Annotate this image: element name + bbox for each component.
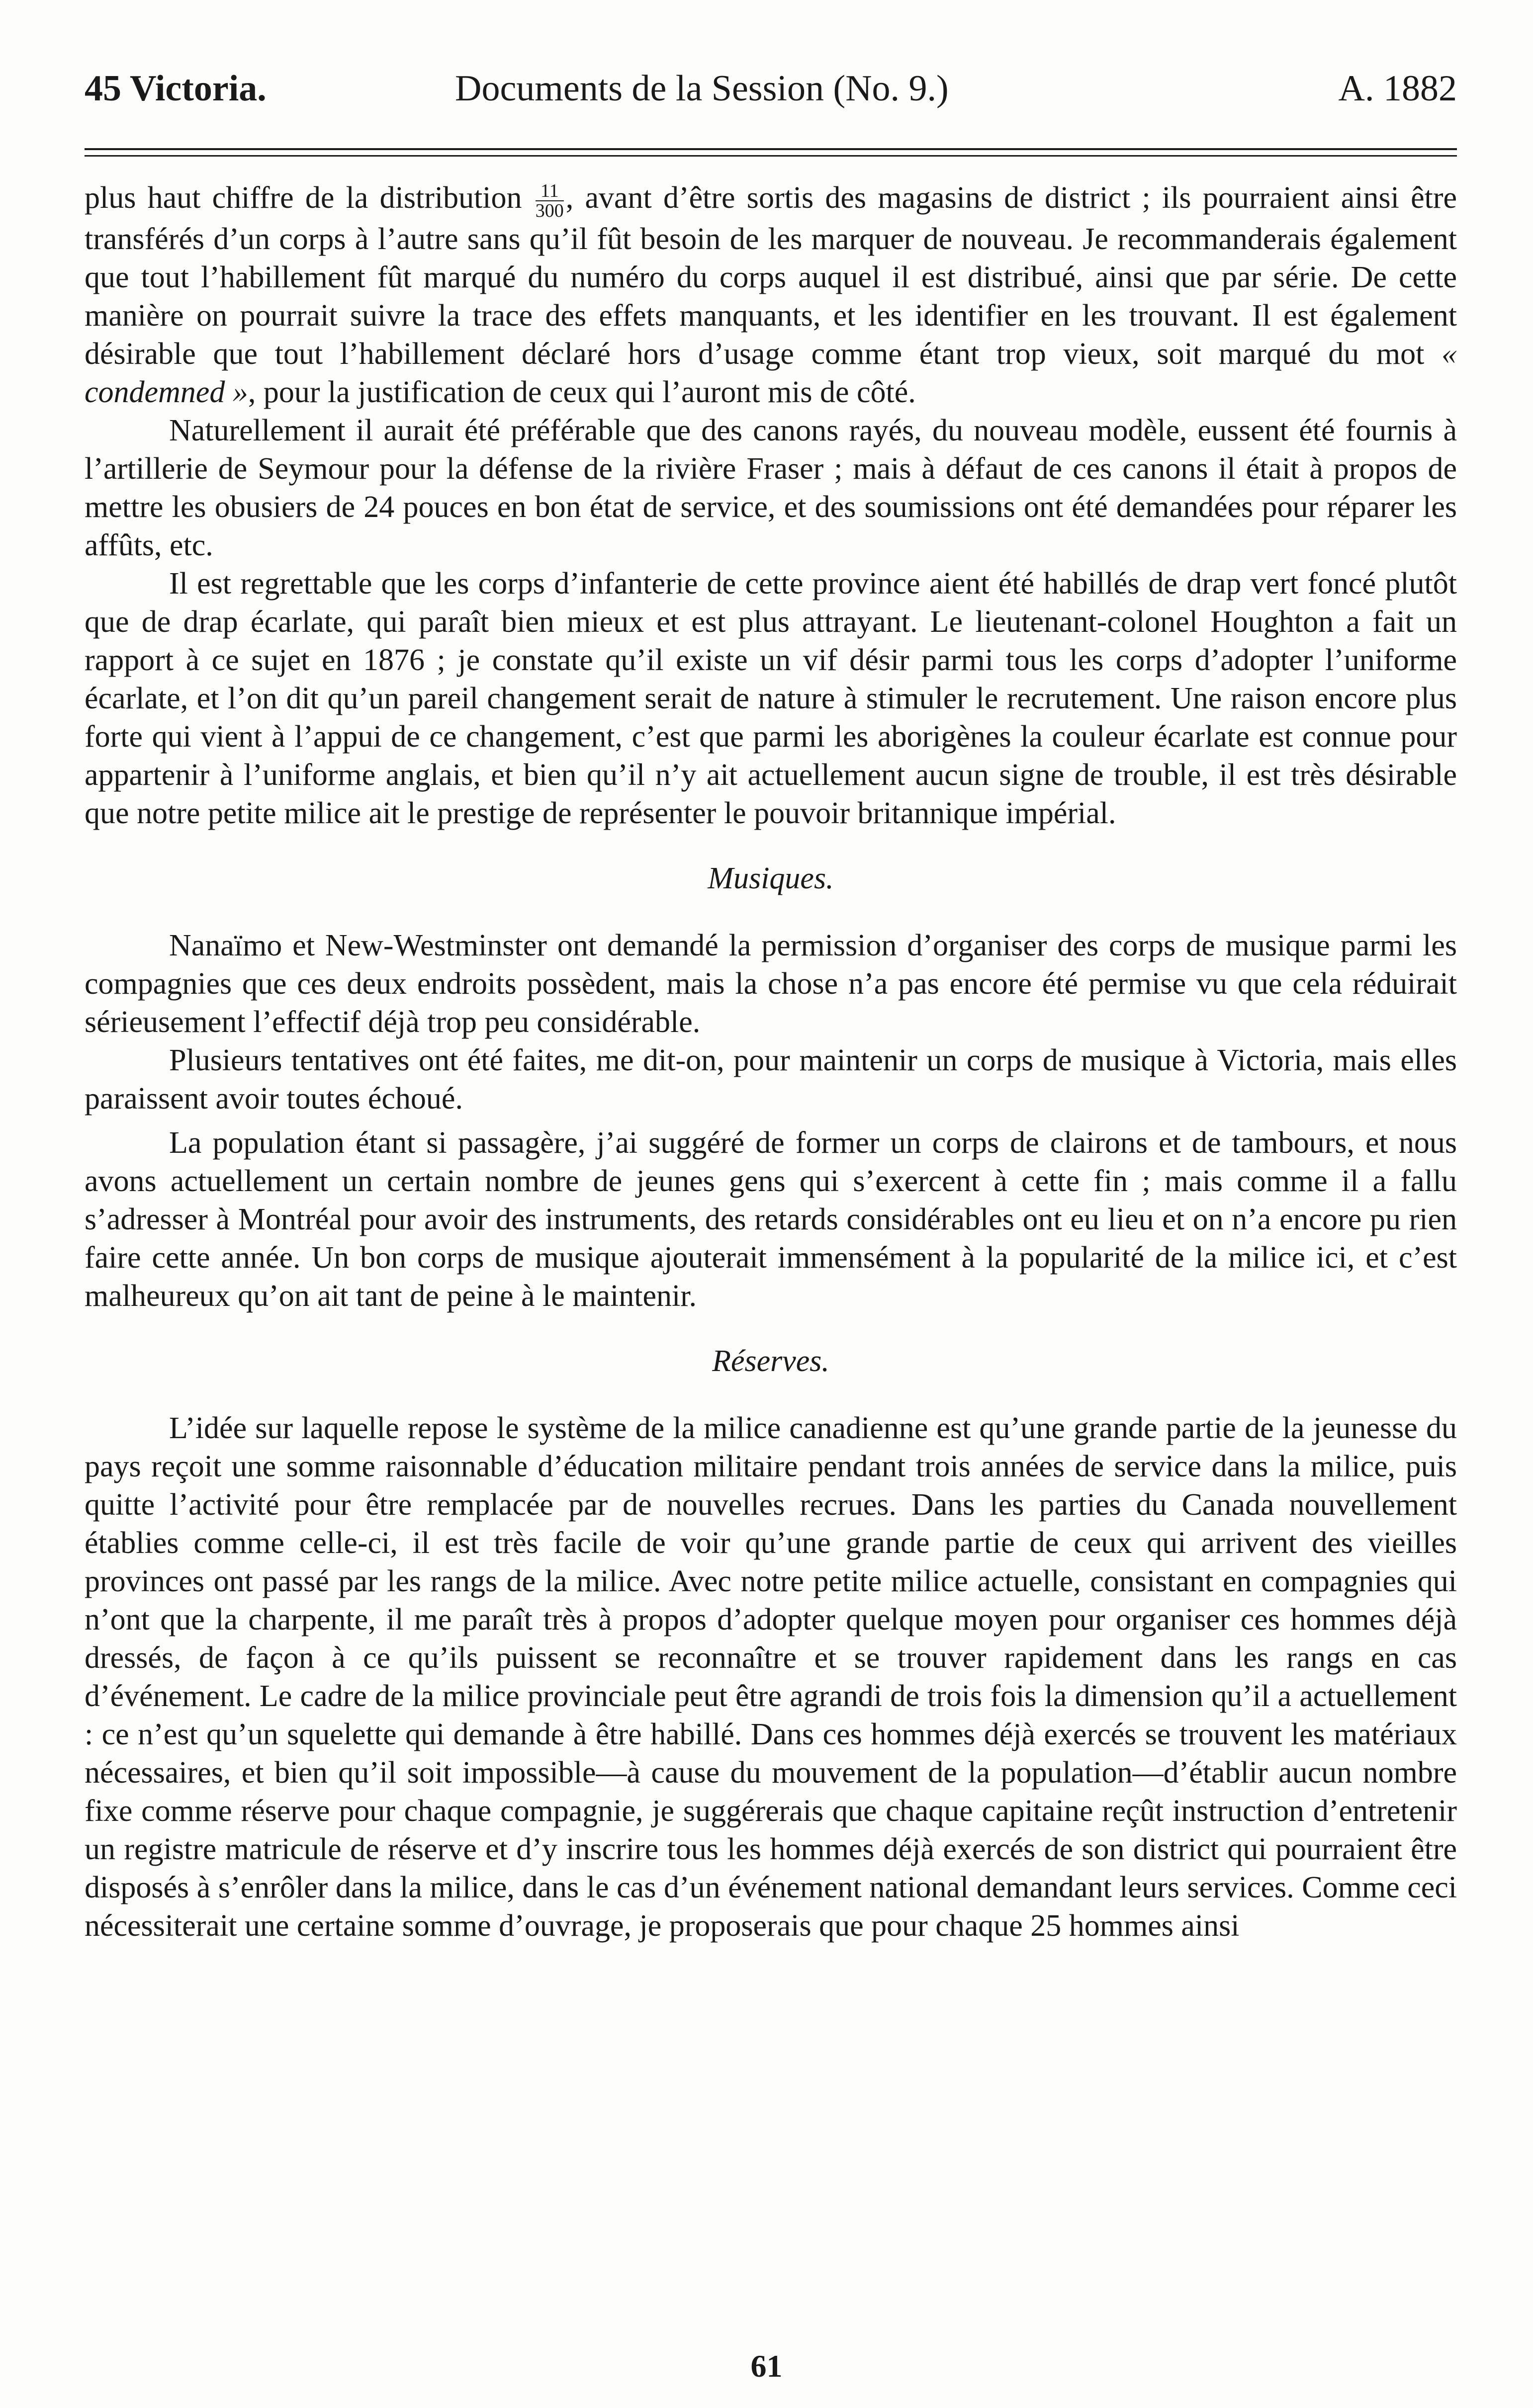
document-body <box>85 179 1457 1945</box>
page-header <box>85 59 1457 118</box>
page-number: 61 <box>750 2348 783 2384</box>
paragraph-artillery: Naturellement il aurait été préférable que des canons rayés, du nouveau modèle, eussent été fournis à l’artillerie de Seymour pour la défense de la rivière Fraser ; mais à défaut de ces canons il était à propos de mettre les obusiers de 24 pouces en bon état de service, et des soumissions ont été demandées pour réparer les affûts, etc. <box>85 413 1457 562</box>
paragraph-uniform: Il est regrettable que les corps d’infanterie de cette province aient été habillés de drap vert foncé plutôt que de drap écarlate, qui paraît bien mieux et est plus attrayant. Le lieutenant-colonel Houghton a fait un rapport à ce sujet en 1876 ; je constate qu’il existe un vif désir parmi tous les corps d’adopter l’uniforme écarlate, et l’on dit qu’un pareil changement serait de nature à stimuler le recrutement. Une raison encore plus forte qui vient à l’appui de ce changement, c’est que parmi les aborigènes la couleur écarlate est connue pour appartenir à l’uniforme anglais, et bien qu’il n’y ait actuellement aucun signe de trouble, il est très désirable que notre petite milice ait le prestige de représenter le pouvoir britannique impérial. <box>85 566 1457 830</box>
p1-text-start: plus haut chiffre de la distribution <box>85 181 534 215</box>
fraction-numerator: 11 <box>536 181 564 201</box>
paragraph-reserves: L’idée sur laquelle repose le système de la milice canadienne est qu’une grande partie de la jeunesse du pays reçoit une somme raisonnable d’éducation militaire pendant trois années de service dans la milice, puis quitte l’activité pour être remplacée par de nouvelles recrues. Dans les parties du Canada nouvellement établies comme celle-ci, il est très facile de voir qu’une grande partie de ceux qui arrivent des vieilles provinces ont passé par les rangs de la milice. Avec notre petite milice actuelle, consistant en compagnies qui n’ont que la charpente, il me paraît très à propos d’adopter quelque moyen pour organiser ces hommes déjà dressés, de façon à ce qu’ils puissent se reconnaître et se trouver rapidement dans les rangs en cas d’événement. Le cadre de la milice provinciale peut être agrandi de trois fois la dimension qu’il a actuellement : ce n’est qu’un squelette qui demande à être habillé. Dans ces hommes déjà exercés se trouvent les matériaux nécessaires, et bien qu’il soit impossible—à cause du mouvement de la population—d’établir aucun nombre fixe comme réserve pour chaque compagnie, je suggérerais que chaque capitaine reçût instruction d’entretenir un registre matricule de réserve et d’y inscrire tous les hommes déjà exercés de son district qui pourraient être disposés à s’enrôler dans la milice, dans le cas d’un événement national demandant leurs services. Comme ceci nécessiterait une certaine somme d’ouvrage, je proposerais que pour chaque 25 hommes ainsi <box>85 1411 1457 1943</box>
paragraph-buglers: La population étant si passagère, j’ai suggéré de former un corps de clairons et de tambours, et nous avons actuellement un certain nombre de jeunes gens qui s’exercent à cette fin ; mais comme il a fallu s’adresser à Montréal pour avoir des instruments, des retards considérables ont eu lieu et on n’a encore pu rien faire cette année. Un bon corps de musique ajouterait immensément à la popularité de la milice ici, et c’est malheureux qu’on ait tant de peine à le maintenir. <box>85 1125 1457 1313</box>
header-rule-bottom <box>85 155 1457 157</box>
p1-italic-word: « condemned » <box>85 337 1457 409</box>
section-heading-musiques: Musiques. <box>708 861 834 895</box>
paragraph-continuation <box>85 179 1457 412</box>
header-title: Documents de la Session (No. 9.) <box>455 68 949 109</box>
fraction <box>536 181 564 220</box>
paragraph-bands-request: Nanaïmo et New-Westminster ont demandé la permission d’organiser des corps de musique parmi les compagnies que ces deux endroits possèdent, mais la chose n’a pas encore été permise vu que cela réduirait sérieusement l’effectif déjà trop peu considérable. <box>85 928 1457 1039</box>
fraction-denominator: 300 <box>535 200 564 221</box>
section-heading-reserves: Réserves. <box>712 1344 829 1378</box>
p1-text-end: , pour la justification de ceux qui l’auront mis de côté. <box>248 375 916 409</box>
paragraph-victoria-band: Plusieurs tentatives ont été faites, me dit-on, pour maintenir un corps de musique à Victoria, mais elles paraissent avoir toutes échoué. <box>85 1043 1457 1116</box>
header-volume: 45 Victoria. <box>85 68 267 109</box>
header-year: A. 1882 <box>1338 68 1457 109</box>
p1-text-middle: , avant d’être sortis des magasins de district ; ils pourraient ainsi être transférés d’un corps à l’autre sans qu’il fût besoin de les marquer de nouveau. Je recommanderais également que tout l’habillement fût marqué du numéro du corps auquel il est distribué, ainsi que par série. De cette manière on pourrait suivre la trace des effets manquants, et les identifier en les trouvant. Il est également désirable que tout l’habillement déclaré hors d’usage comme étant trop vieux, soit marqué du mot <box>85 181 1457 371</box>
header-rule-top <box>85 148 1457 150</box>
